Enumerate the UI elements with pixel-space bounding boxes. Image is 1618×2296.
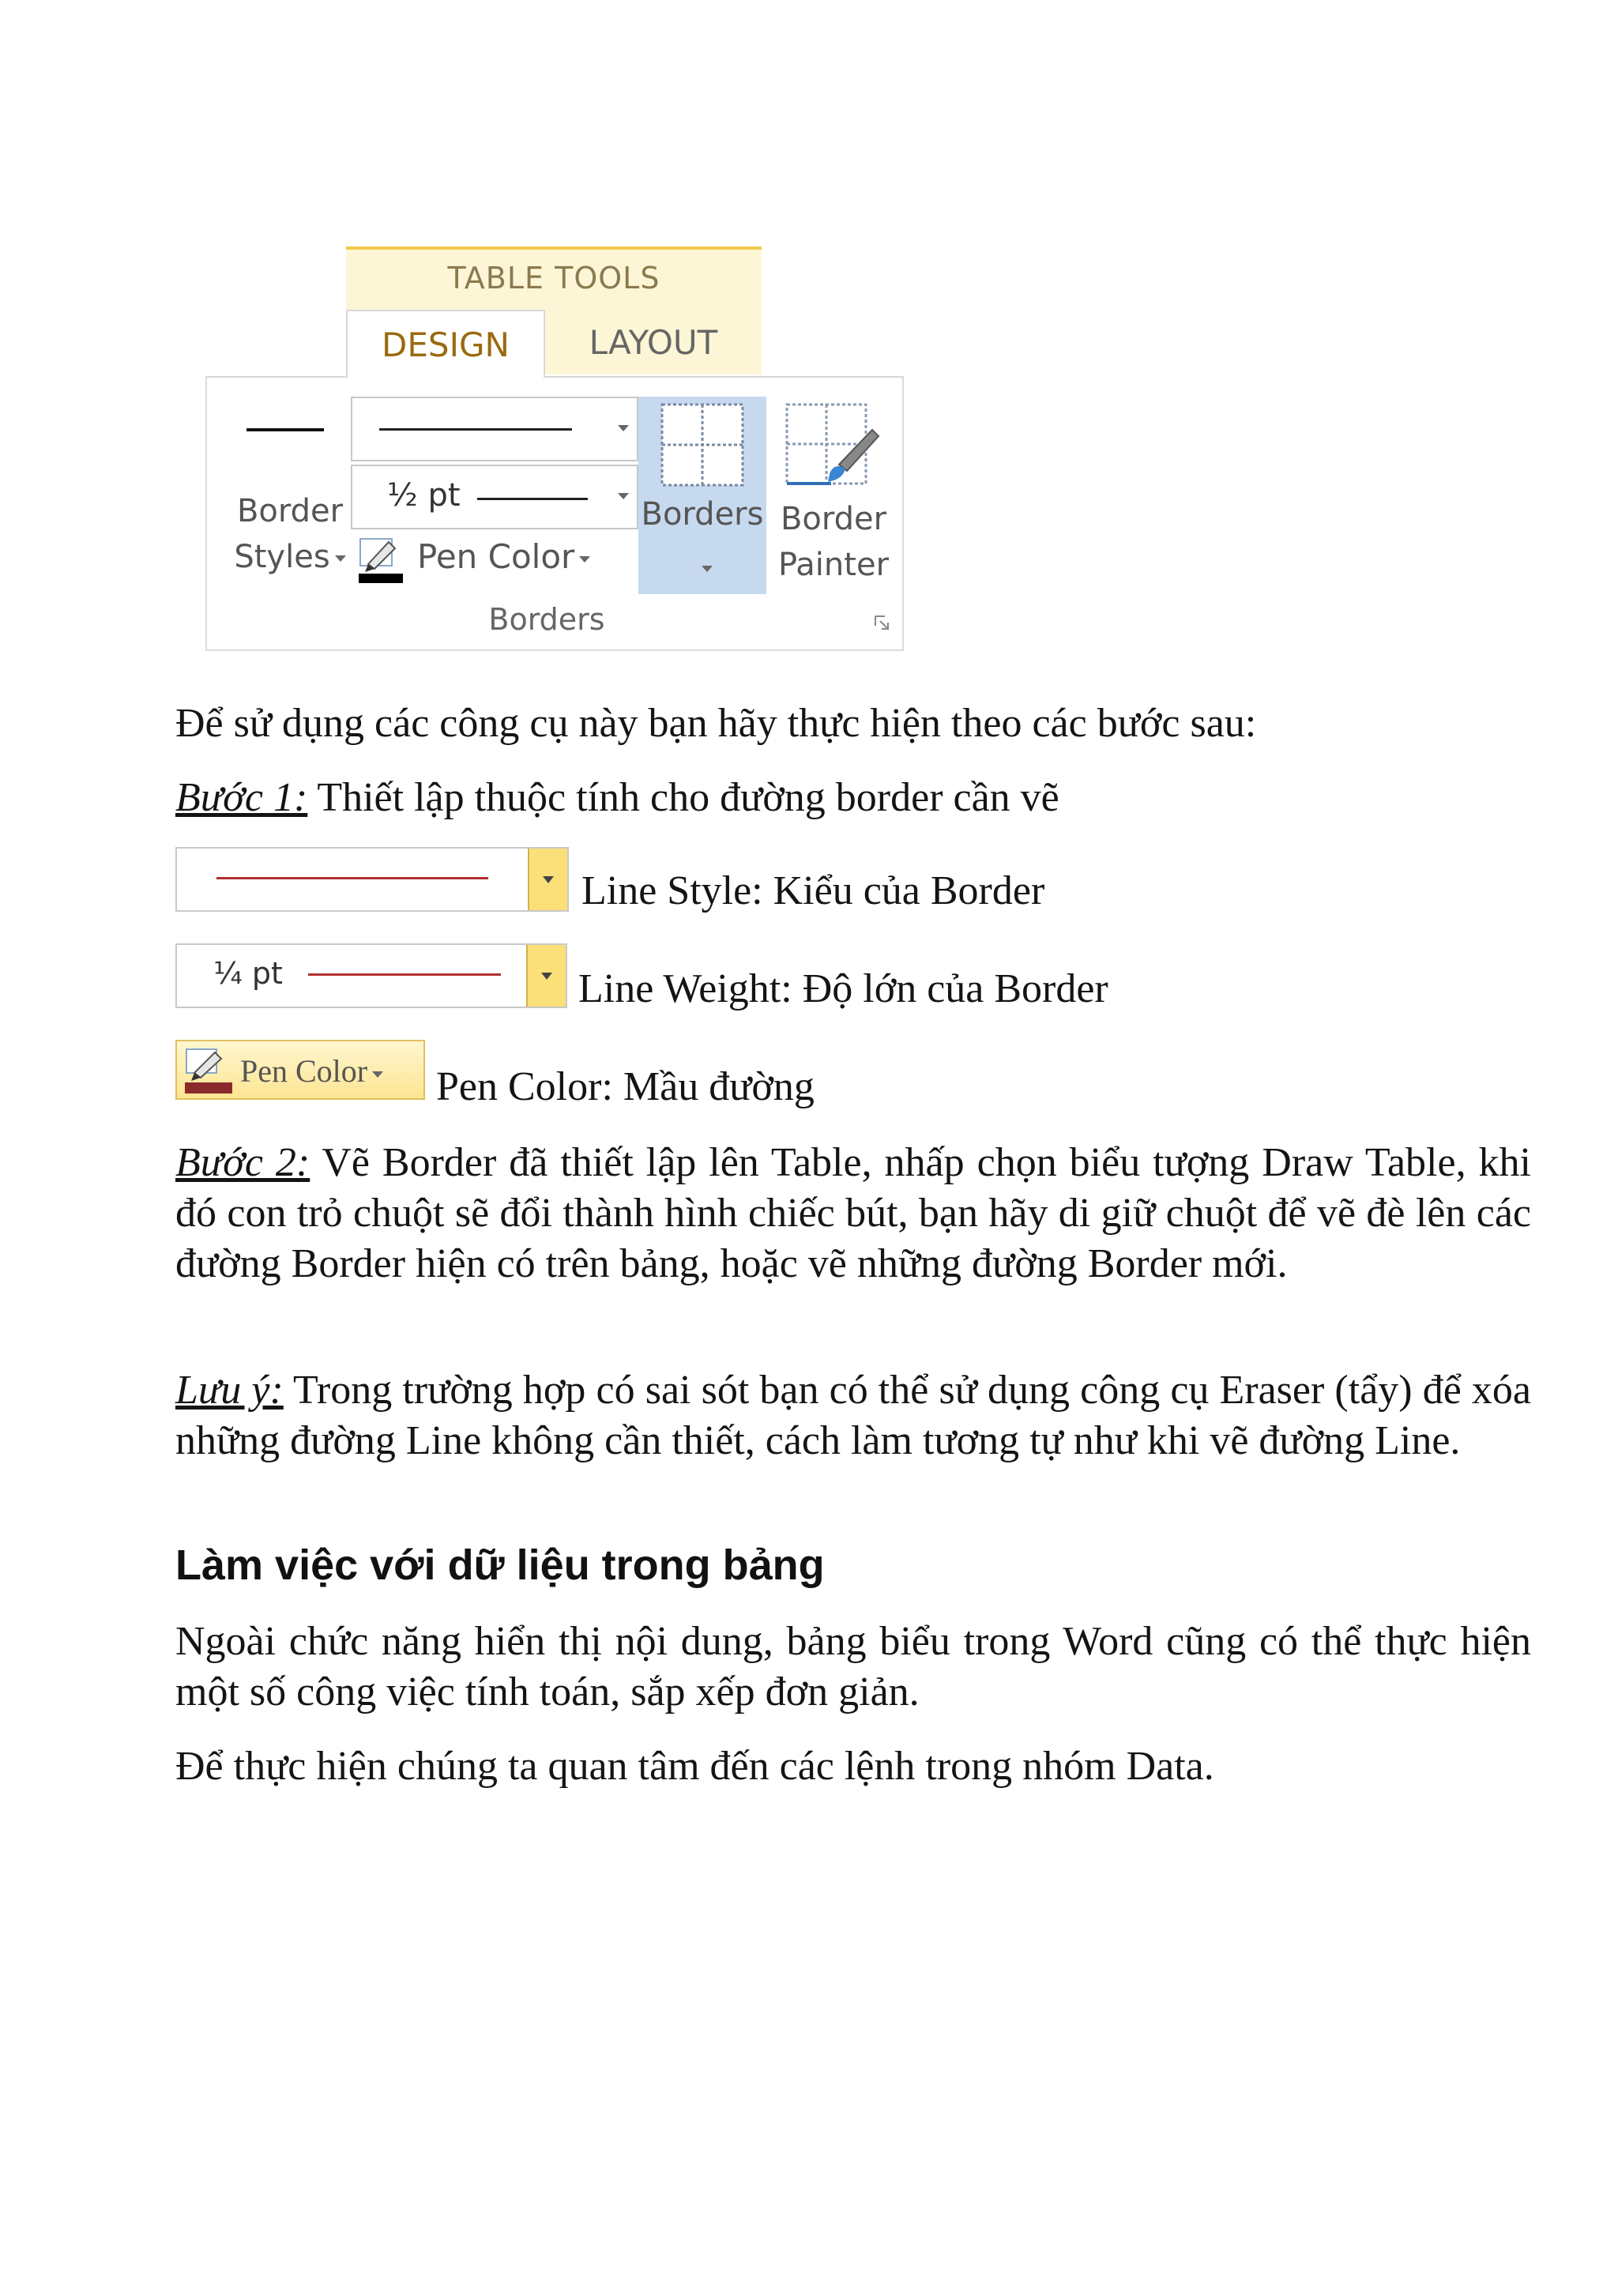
intro-paragraph: Để sử dụng các công cụ này bạn hãy thực hiện theo các bước sau:	[175, 701, 1257, 746]
pen-color-icon	[357, 536, 406, 585]
chevron-down-icon	[372, 1071, 383, 1078]
line-weight-preview	[477, 498, 588, 500]
pen-color-button[interactable]	[357, 533, 618, 588]
chevron-down-icon	[541, 973, 552, 980]
line-style-combo[interactable]	[351, 397, 638, 461]
note-text: Trong trường hợp có sai sót bạn có thể sử dụng công cụ Eraser (tẩy) để xóa những đường Line không cần thiết, cách làm tương tự như khi vẽ đường Line.	[175, 1368, 1531, 1463]
pen-color-demo-button[interactable]	[175, 1040, 425, 1100]
border-painter-label-1: Border	[780, 501, 887, 537]
borders-label: Borders	[641, 496, 764, 533]
line-weight-caption: Line Weight: Độ lớn của Border	[578, 966, 1108, 1011]
data-group-paragraph: Để thực hiện chúng ta quan tâm đến các lệnh trong nhóm Data.	[175, 1744, 1214, 1789]
border-painter-button[interactable]	[774, 397, 893, 594]
chevron-down-icon	[618, 493, 629, 499]
dropdown-button[interactable]	[526, 945, 566, 1007]
line-weight-combo[interactable]	[351, 465, 638, 529]
line-style-demo-combo[interactable]	[175, 847, 569, 912]
pen-color-icon	[183, 1046, 235, 1095]
step1-label: Bước 1:	[175, 775, 308, 820]
step1-paragraph	[175, 773, 1531, 823]
step2-label: Bước 2:	[175, 1140, 310, 1185]
chevron-down-icon	[335, 555, 346, 562]
table-tools-header: TABLE TOOLS	[346, 247, 762, 307]
chevron-down-icon	[618, 425, 629, 431]
border-painter-label-2: Painter	[777, 547, 890, 583]
tab-design[interactable]: DESIGN	[346, 310, 545, 378]
chevron-down-icon	[579, 556, 590, 563]
chevron-down-icon	[543, 876, 554, 883]
section-heading: Làm việc với dữ liệu trong bảng	[175, 1541, 825, 1589]
line-weight-demo-value: ¼ pt	[213, 956, 283, 991]
line-weight-demo-combo[interactable]	[175, 943, 567, 1008]
note-paragraph	[175, 1365, 1531, 1466]
pen-color-caption: Pen Color: Mầu đường	[436, 1064, 815, 1109]
borders-button[interactable]	[638, 397, 766, 594]
group-label: Borders	[488, 602, 605, 637]
pen-color-demo-label: Pen Color	[240, 1053, 368, 1089]
line-weight-demo-line	[308, 973, 501, 976]
line-style-demo-line	[216, 877, 488, 879]
borders-grid-icon	[659, 401, 746, 488]
step1-text: Thiết lập thuộc tính cho đường border cần vẽ	[307, 775, 1059, 820]
border-style-line-icon	[246, 428, 324, 431]
note-label: Lưu ý:	[175, 1368, 284, 1413]
chevron-down-icon	[702, 566, 713, 572]
borders-group	[205, 376, 904, 651]
step2-text: Vẽ Border đã thiết lập lên Table, nhấp chọn biểu tượng Draw Table, khi đó con trỏ chuột sẽ đổi thành hình chiếc bút, bạn hãy di giữ chuột để vẽ đè lên các đường Border hiện có trên bảng, hoặc vẽ những đường Border mới.	[175, 1140, 1532, 1286]
data-intro-paragraph: Ngoài chức năng hiển thị nội dung, bảng biểu trong Word cũng có thể thực hiện một số công việc tính toán, sắp xếp đơn giản.	[175, 1619, 1531, 1714]
pen-color-label: Pen Color	[417, 537, 575, 576]
dropdown-button[interactable]	[528, 849, 567, 910]
border-painter-icon	[784, 401, 883, 496]
line-style-preview	[379, 428, 572, 431]
step2-paragraph	[175, 1138, 1531, 1289]
line-style-caption: Line Style: Kiểu của Border	[581, 868, 1045, 913]
border-styles-label-2: Styles	[234, 539, 330, 575]
tab-layout[interactable]: LAYOUT	[589, 322, 718, 362]
ribbon-screenshot	[205, 243, 904, 651]
line-weight-value: ½ pt	[387, 477, 461, 514]
border-styles-label-1: Border	[236, 493, 344, 529]
dialog-launcher-icon[interactable]	[874, 615, 891, 632]
